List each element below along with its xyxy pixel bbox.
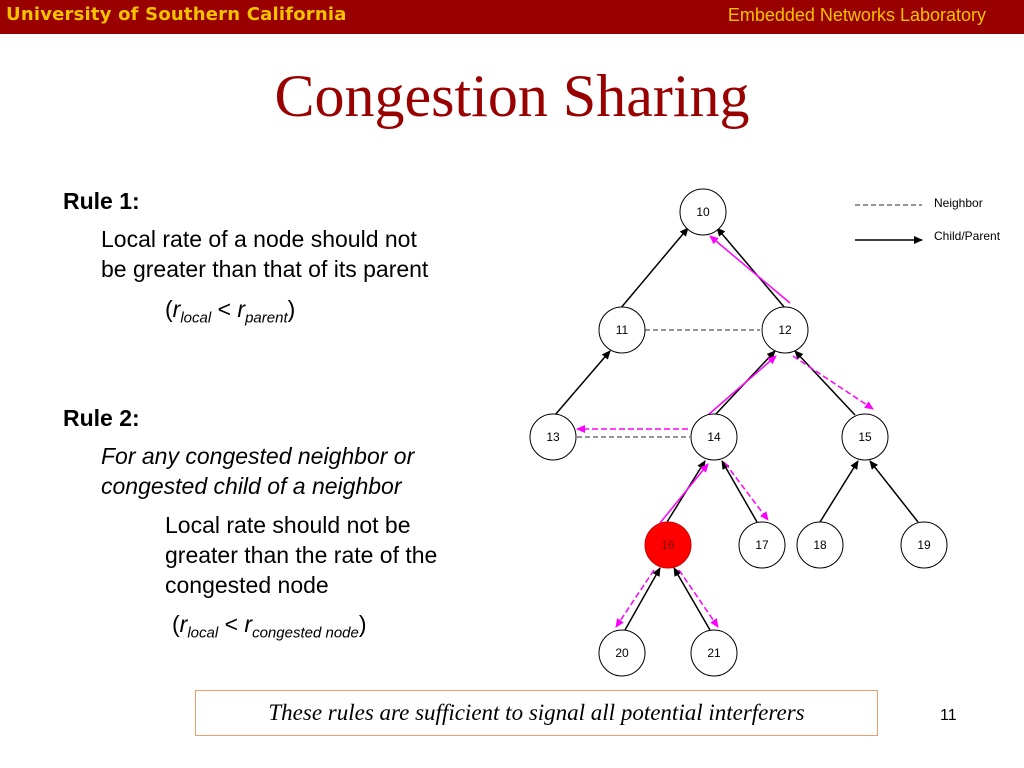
- node-12: [762, 307, 808, 353]
- formula-r-local: r: [179, 611, 188, 637]
- edge-17-to-14: [722, 461, 757, 522]
- signal-16-to-21: [679, 570, 718, 627]
- slide-title: Congestion Sharing: [274, 63, 750, 129]
- formula-sub-local: local: [180, 309, 212, 327]
- formula-sub-parent: parent: [245, 309, 288, 327]
- university-name: University of Southern California: [6, 4, 347, 25]
- node-21-label: 21: [707, 646, 721, 660]
- formula-r-parent: r: [237, 296, 246, 322]
- node-16-label: 16: [661, 538, 675, 552]
- formula-sub-congested-node: congested node: [252, 624, 359, 642]
- edge-13-to-11: [555, 351, 610, 415]
- edge-12-to-10: [717, 228, 785, 308]
- edge-15-to-12: [795, 351, 855, 415]
- lab-name: Embedded Networks Laboratory: [727, 5, 986, 25]
- formula-r-congested: r: [244, 611, 253, 637]
- node-13: [530, 414, 576, 460]
- rule2-heading: Rule 2:: [63, 405, 140, 431]
- rule2-line4: greater than the rate of the: [165, 542, 438, 568]
- edge-11-to-10: [620, 228, 688, 309]
- node-10: [680, 189, 726, 235]
- edge-20-to-16: [625, 568, 660, 630]
- rule2-line2: congested child of a neighbor: [101, 473, 402, 499]
- rule2-line1: For any congested neighbor or: [101, 443, 415, 469]
- node-20-label: 20: [615, 646, 629, 660]
- edge-18-to-15: [820, 461, 858, 522]
- node-14-label: 14: [707, 430, 721, 444]
- formula-sub-local: local: [187, 624, 219, 642]
- rule1-line1: Local rate of a node should not: [101, 226, 417, 252]
- node-10-label: 10: [696, 205, 710, 219]
- signal-14-to-12: [708, 356, 776, 415]
- node-11: [599, 307, 645, 353]
- legend-child-parent-label: Child/Parent: [934, 229, 1001, 243]
- legend-neighbor-label: Neighbor: [934, 196, 983, 210]
- rule1-line2: be greater than that of its parent: [101, 256, 429, 282]
- node-15-label: 15: [858, 430, 872, 444]
- node-17: [739, 522, 785, 568]
- node-15: [842, 414, 888, 460]
- node-14: [691, 414, 737, 460]
- rule2-line3: Local rate should not be: [165, 512, 411, 538]
- conclusion-text: These rules are sufficient to signal all potential interferers: [268, 700, 805, 725]
- signal-12-to-15: [793, 356, 873, 409]
- formula-close-paren: ): [287, 296, 296, 322]
- conclusion-box: [195, 690, 878, 736]
- signal-14-to-17: [725, 463, 768, 520]
- node-17-label: 17: [755, 538, 769, 552]
- node-18-label: 18: [813, 538, 827, 552]
- node-20: [599, 630, 645, 676]
- formula-open-paren: (: [172, 611, 180, 637]
- signal-16-to-14: [660, 464, 708, 523]
- rule2-line5: congested node: [165, 572, 329, 598]
- formula-open-paren: (: [165, 296, 173, 322]
- rule1-heading: Rule 1:: [63, 188, 140, 214]
- node-19-label: 19: [917, 538, 931, 552]
- node-16-congested: [645, 522, 691, 568]
- formula-close-paren: ): [358, 611, 367, 637]
- edge-21-to-16: [674, 568, 710, 630]
- edge-19-to-15: [870, 461, 918, 522]
- node-12-label: 12: [778, 323, 792, 337]
- node-13-label: 13: [546, 430, 560, 444]
- signal-12-to-10: [710, 236, 790, 303]
- formula-operator: <: [218, 611, 245, 637]
- node-11-label: 11: [615, 323, 629, 337]
- formula-r-local: r: [172, 296, 181, 322]
- node-19: [901, 522, 947, 568]
- node-21: [691, 630, 737, 676]
- node-18: [797, 522, 843, 568]
- formula-operator: <: [211, 296, 238, 322]
- page-number: 11: [940, 707, 957, 724]
- signal-16-to-20: [616, 570, 654, 627]
